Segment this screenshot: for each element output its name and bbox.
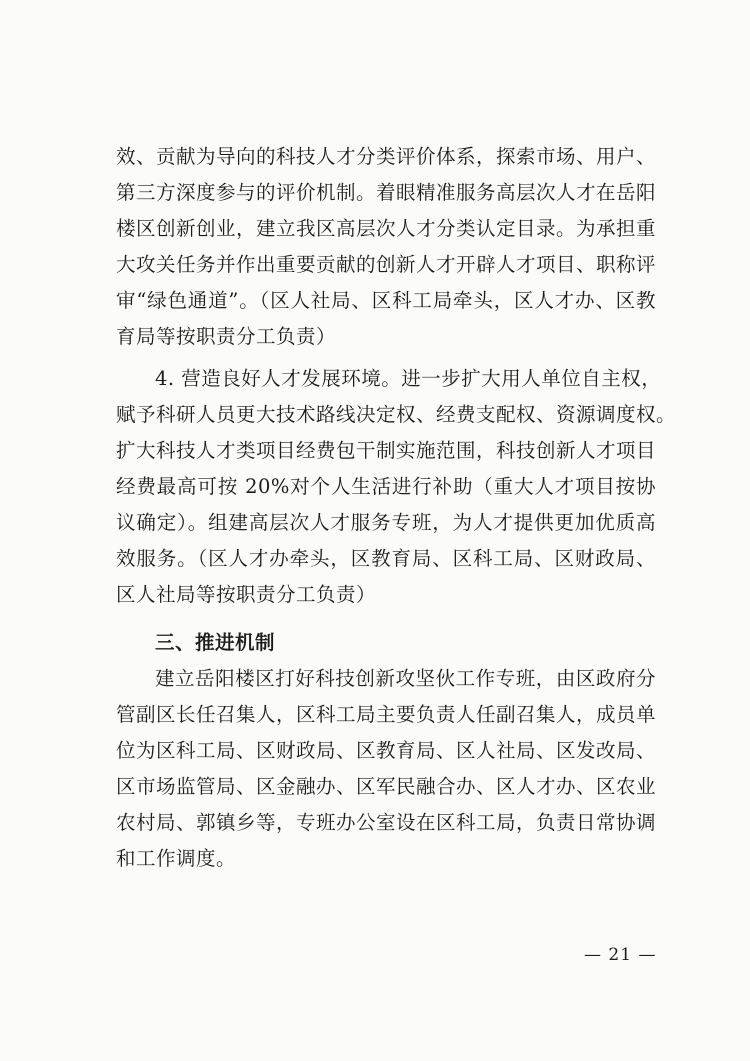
body-text-line: 区人社局等按职责分工负责） — [116, 583, 377, 606]
page-number: — 21 — — [584, 945, 657, 965]
body-text-line: 农村局、郭镇乡等，专班办公室设在区科工局，负责日常协调 — [116, 811, 657, 834]
body-text-line: 第三方深度参与的评价机制。着眼精准服务高层次人才在岳阳 — [116, 181, 657, 204]
body-text-line: 赋予科研人员更大技术路线决定权、经费支配权、资源调度权。 — [116, 403, 677, 426]
body-text-line: 区市场监管局、区金融办、区军民融合办、区人才办、区农业 — [116, 775, 657, 798]
body-text-line: 和工作调度。 — [116, 847, 237, 870]
body-text-line: 经费最高可按 20%对个人生活进行补助（重大人才项目按协 — [116, 475, 656, 498]
body-text-line: 议确定）。组建高层次人才服务专班，为人才提供更加优质高 — [116, 511, 656, 534]
body-text-line: 效、贡献为导向的科技人才分类评价体系，探索市场、用户、 — [116, 145, 657, 168]
body-text-line: 育局等按职责分工负责） — [116, 325, 337, 348]
paragraph-first-line: 建立岳阳楼区打好科技创新攻坚伙工作专班，由区政府分 — [155, 667, 656, 690]
body-text-line: 审“绿色通道”。（区人社局、区科工局牵头，区人才办、区教 — [116, 289, 656, 312]
body-text-line: 大攻关任务并作出重要贡献的创新人才开辟人才项目、职称评 — [116, 253, 657, 276]
body-text-line: 扩大科技人才类项目经费包干制实施范围，科技创新人才项目 — [116, 439, 657, 462]
body-text-line: 位为区科工局、区财政局、区教育局、区人社局、区发改局、 — [116, 739, 657, 762]
body-text-line: 效服务。（区人才办牵头，区教育局、区科工局、区财政局、 — [116, 547, 656, 570]
paragraph-4-first-line: 4. 营造良好人才发展环境。进一步扩大用人单位自主权， — [155, 367, 662, 390]
body-text-line: 楼区创新创业，建立我区高层次人才分类认定目录。为承担重 — [116, 217, 657, 240]
section-heading: 三、推进机制 — [155, 631, 276, 654]
body-text-line: 管副区长任召集人，区科工局主要负责人任副召集人，成员单 — [116, 703, 657, 726]
